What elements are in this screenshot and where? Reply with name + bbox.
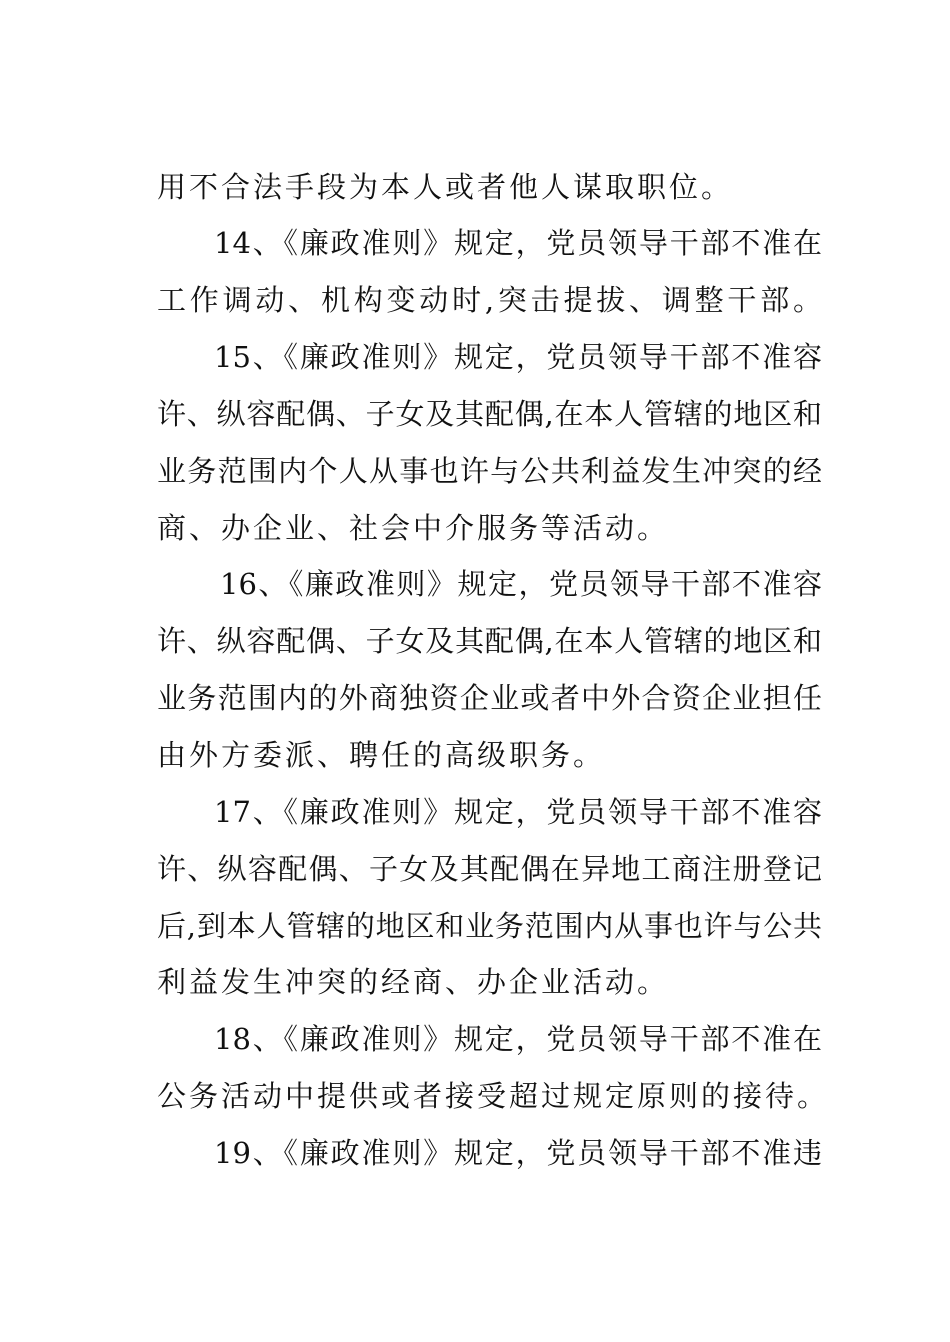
text-line: 业务范围内的外商独资企业或者中外合资企业担任 bbox=[157, 681, 822, 715]
text-line: 14、《廉政准则》规定，党员领导干部不准在 bbox=[214, 226, 822, 260]
text-line: 许、纵容配偶、子女及其配偶,在本人管辖的地区和 bbox=[157, 624, 822, 658]
text-line: 17、《廉政准则》规定，党员领导干部不准容 bbox=[214, 795, 822, 829]
text-line: 用不合法手段为本人或者他人谋取职位。 bbox=[157, 170, 734, 204]
text-line: 公务活动中提供或者接受超过规定原则的接待。 bbox=[157, 1079, 830, 1113]
text-line: 后,到本人管辖的地区和业务范围内从事也许与公共 bbox=[157, 909, 822, 943]
text-line: 商、办企业、社会中介服务等活动。 bbox=[157, 511, 670, 545]
text-line: 利益发生冲突的经商、办企业活动。 bbox=[157, 965, 670, 999]
text-line: 18、《廉政准则》规定，党员领导干部不准在 bbox=[214, 1022, 822, 1056]
text-line: 许、纵容配偶、子女及其配偶,在本人管辖的地区和 bbox=[157, 397, 822, 431]
text-line: 15、《廉政准则》规定，党员领导干部不准容 bbox=[214, 340, 822, 374]
text-line: 工作调动、机构变动时,突击提拔、调整干部。 bbox=[157, 283, 822, 317]
text-line: 由外方委派、聘任的高级职务。 bbox=[157, 738, 606, 772]
text-line: 许、纵容配偶、子女及其配偶在异地工商注册登记 bbox=[157, 852, 822, 886]
text-line: 19、《廉政准则》规定，党员领导干部不准违 bbox=[214, 1136, 822, 1170]
text-line: 业务范围内个人从事也许与公共利益发生冲突的经 bbox=[157, 454, 822, 488]
text-line: 16、《廉政准则》规定，党员领导干部不准容 bbox=[220, 567, 822, 601]
